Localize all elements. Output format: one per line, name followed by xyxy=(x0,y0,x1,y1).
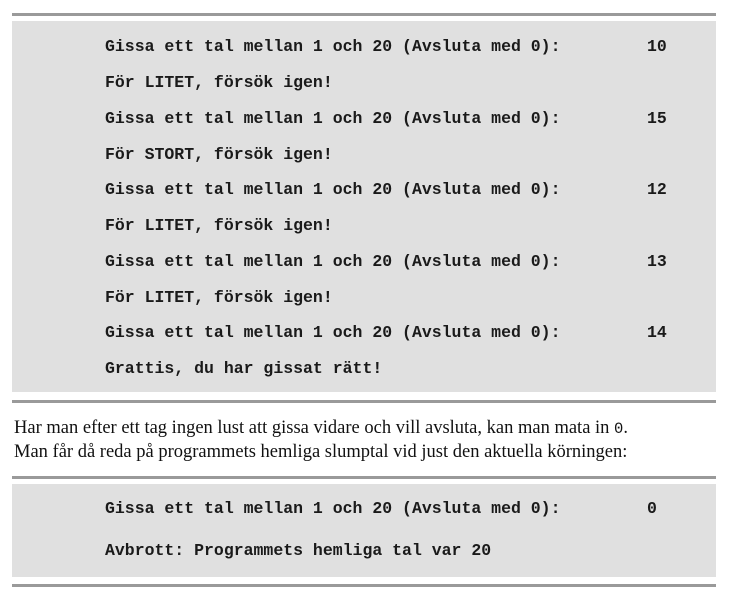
console-line xyxy=(105,180,667,200)
console-text: Gissa ett tal mellan 1 och 20 (Avsluta med 0): xyxy=(105,499,561,518)
console-text: För STORT, försök igen! xyxy=(105,145,333,164)
console-answer: 10 xyxy=(647,37,667,56)
console-line xyxy=(105,288,333,308)
paragraph-line-1 xyxy=(14,417,628,440)
paragraph-line-2 xyxy=(14,441,627,463)
console-output-block-2 xyxy=(12,484,716,577)
inline-code: 0 xyxy=(614,420,624,438)
console-answer: 0 xyxy=(647,499,657,518)
console-answer: 13 xyxy=(647,252,667,271)
console-answer: 14 xyxy=(647,323,667,342)
console-line xyxy=(105,499,657,519)
console-line xyxy=(105,109,667,129)
console-line xyxy=(105,252,667,272)
console-text: Avbrott: Programmets hemliga tal var 20 xyxy=(105,541,492,560)
console-text: Grattis, du har gissat rätt! xyxy=(105,359,383,378)
console-line xyxy=(105,541,491,561)
console-text: För LITET, försök igen! xyxy=(105,73,333,92)
console-text: Gissa ett tal mellan 1 och 20 (Avsluta med 0): xyxy=(105,109,561,128)
console-line xyxy=(105,323,667,343)
console-text: För LITET, försök igen! xyxy=(105,288,333,307)
console-line xyxy=(105,37,667,57)
console-text: Gissa ett tal mellan 1 och 20 (Avsluta med 0): xyxy=(105,37,561,56)
console-text: Gissa ett tal mellan 1 och 20 (Avsluta med 0): xyxy=(105,323,561,342)
console-2-rule xyxy=(12,476,716,479)
console-text: För LITET, försök igen! xyxy=(105,216,333,235)
console-line xyxy=(105,359,382,379)
console-line xyxy=(105,73,333,93)
console-answer: 12 xyxy=(647,180,667,199)
console-answer: 15 xyxy=(647,109,667,128)
paragraph-text: Man får då reda på programmets hemliga slumptal vid just den aktuella körningen: xyxy=(14,442,628,462)
console-line xyxy=(105,216,333,236)
console-text: Gissa ett tal mellan 1 och 20 (Avsluta med 0): xyxy=(105,180,561,199)
console-text: Gissa ett tal mellan 1 och 20 (Avsluta med 0): xyxy=(105,252,561,271)
console-line xyxy=(105,145,333,165)
bottom-rule xyxy=(12,584,716,587)
paragraph-punctuation: . xyxy=(623,418,628,438)
middle-rule xyxy=(12,400,716,403)
paragraph-text: Har man efter ett tag ingen lust att gissa vidare och vill avsluta, kan man mata in xyxy=(14,418,610,438)
top-rule xyxy=(12,13,716,16)
